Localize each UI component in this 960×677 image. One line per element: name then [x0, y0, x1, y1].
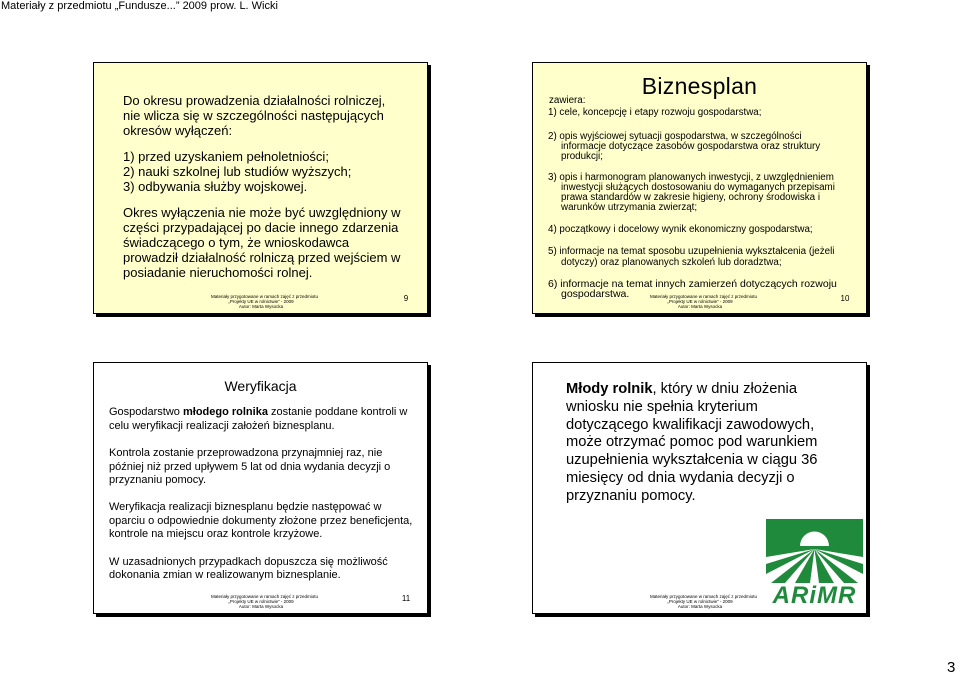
- text-line: świadczącego o tym, że wnioskodawca: [123, 235, 350, 250]
- text-line: nie wlicza się w szczególności następujących: [123, 108, 384, 123]
- footer-line: Materiały przygotowane w ramach zajęć z przedmiotu: [211, 294, 319, 299]
- text-line: W uzasadnionych przypadkach dopuszcza się możliwość: [109, 555, 388, 568]
- text-line: 3) opis i harmonogram planowanych inwestycji, z uwzględnieniem: [548, 172, 834, 183]
- list-item: [548, 246, 834, 268]
- list-item: 1) przed uzyskaniem pełnoletniości;: [123, 149, 329, 164]
- document-header: Materiały z przedmiotu „Fundusze...” 2009 prow. L. Wicki: [1, 0, 278, 12]
- footer-line: „Projekty UE w rolnictwie” - 2009: [228, 599, 294, 604]
- text-line: 4) początkowy i docelowy wynik ekonomiczny gospodarstwa;: [548, 224, 813, 235]
- text-line: dotyczącego kwalifikacji zawodowych,: [566, 416, 815, 433]
- text-line: uzupełnienia wykształcenia w ciągu 36: [566, 452, 818, 469]
- footer-line: „Projekty UE w rolnictwie” - 2009: [228, 299, 294, 304]
- text-segment: , który w dniu złożenia: [652, 381, 797, 397]
- text-line: przyznaniu pomocy.: [109, 473, 207, 486]
- text-line: miesięcy od dnia wydania decyzji o: [566, 469, 795, 486]
- bold-text: młodego rolnika: [182, 406, 268, 419]
- text-line: może otrzymać pomoc pod warunkiem: [566, 434, 818, 451]
- text-line: gospodarstwa.: [561, 288, 630, 300]
- slide-title: Weryfikacja: [224, 378, 297, 394]
- footer-line: Autor: Marta Wysocka: [238, 304, 284, 309]
- slide-body: [109, 406, 412, 582]
- list-item: [548, 225, 813, 235]
- text-line: przyznaniu pomocy.: [566, 487, 696, 504]
- text-line: warunków utrzymania zwierząt;: [561, 202, 698, 213]
- text-line: Okres wyłączenia nie może być uwzględniony w: [123, 205, 401, 220]
- logo-wordmark: ARiMR: [772, 582, 857, 609]
- slide-11: [93, 362, 428, 614]
- paragraph: [109, 447, 412, 487]
- slide-9: [93, 62, 428, 314]
- slide-number: 11: [401, 594, 411, 603]
- text-line: inwestycji służących dostosowaniu do wymaganych przepisami: [561, 182, 835, 193]
- footer-line: Materiały przygotowane w ramach zajęć z przedmiotu: [211, 594, 319, 599]
- text-line: prawa standardów w zakresie higieny, ochrony środowiska i: [561, 192, 821, 203]
- paragraph: [109, 406, 412, 433]
- text-line: 2) opis wyjściowej sytuacji gospodarstwa, w szczególności: [548, 131, 802, 142]
- text-line: części przypadającej po dacie innego zdarzenia: [123, 220, 399, 235]
- text-line: dokonania zmian w realizowanym biznesplanie.: [109, 568, 341, 581]
- paragraph: [123, 205, 400, 280]
- text-line: produkcji;: [561, 151, 603, 162]
- text-line: 5) informacje na temat sposobu uzupełnienia wykształcenia (jeżeli: [548, 245, 835, 257]
- text-line: celu weryfikacji realizacji założeń biznesplanu.: [109, 419, 335, 432]
- slide-number: 9: [403, 294, 409, 303]
- text-line: informacje dotyczące zasobów gospodarstwa oraz struktury: [561, 141, 821, 152]
- text-line: kontrole na miejscu oraz kontrole krzyżowe.: [109, 528, 323, 541]
- paragraph: [109, 556, 412, 583]
- text-line: [109, 406, 412, 419]
- text-line: prowadził działalność rolniczą przed wejściem w: [123, 250, 401, 265]
- exclusion-list: [123, 149, 400, 194]
- footer-line: „Projekty UE w rolnictwie” - 2009: [667, 299, 733, 304]
- slide-12: [532, 362, 867, 614]
- list-item: [548, 173, 835, 213]
- footer-line: Autor: Marta Wysocka: [677, 304, 723, 309]
- text-segment: zostanie poddane kontroli w: [267, 406, 408, 419]
- text-segment: Gospodarstwo: [109, 406, 183, 419]
- footer-line: Autor: Marta Wysocka: [238, 604, 284, 609]
- slide-footer: [650, 594, 758, 609]
- slide-title: Biznesplan: [641, 73, 758, 99]
- text-line: posiadanie nieruchomości rolnej.: [123, 265, 313, 280]
- bold-text: Młody rolnik: [566, 381, 653, 397]
- page-number: 3: [947, 659, 956, 676]
- text-line: wniosku nie spełnia kryterium: [566, 398, 758, 415]
- slide-number: 10: [840, 294, 850, 303]
- slide-footer: [650, 294, 758, 309]
- footer-line: Autor: Marta Wysocka: [677, 604, 723, 609]
- text-line: 1) cele, koncepcję i etapy rozwoju gospodarstwa;: [548, 107, 762, 118]
- list-item: 2) nauki szkolnej lub studiów wyższych;: [123, 164, 352, 179]
- paragraph: [109, 501, 412, 541]
- slide-intro: zawiera:: [549, 95, 586, 106]
- footer-line: Materiały przygotowane w ramach zajęć z przedmiotu: [650, 594, 758, 599]
- text-line: Do okresu prowadzenia działalności rolniczej,: [123, 93, 386, 108]
- text-line: oparciu o odpowiednie dokumenty złożone przez beneficjenta,: [109, 514, 413, 527]
- paragraph: [123, 93, 400, 138]
- slide-footer: [211, 594, 319, 609]
- footer-line: Materiały przygotowane w ramach zajęć z przedmiotu: [650, 294, 758, 299]
- list-item: [548, 108, 761, 118]
- list-item: [548, 132, 820, 162]
- footer-line: „Projekty UE w rolnictwie” - 2009: [667, 599, 733, 604]
- slide-footer: [211, 294, 319, 309]
- text-line: Weryfikacja realizacji biznesplanu będzie następować w: [109, 501, 382, 514]
- slide-10: [532, 62, 867, 314]
- arimr-logo-icon: [766, 519, 863, 583]
- text-line: później niż przed upływem 5 lat od dnia wydania decyzji o: [109, 460, 391, 473]
- text-line: [566, 381, 817, 399]
- slide-body: [123, 93, 400, 280]
- text-line: 6) informacje na temat innych zamierzeń dotyczących rozwoju: [548, 277, 837, 290]
- slide-body: [566, 381, 817, 506]
- arimr-logo: [766, 519, 863, 609]
- list-item: 3) odbywania służby wojskowej.: [123, 179, 308, 194]
- text-line: okresów wyłączeń:: [123, 123, 233, 138]
- text-line: dotyczy) oraz planowanych szkoleń lub doradztwa;: [561, 256, 782, 268]
- text-line: Kontrola zostanie przeprowadzona przynajmniej raz, nie: [109, 447, 383, 460]
